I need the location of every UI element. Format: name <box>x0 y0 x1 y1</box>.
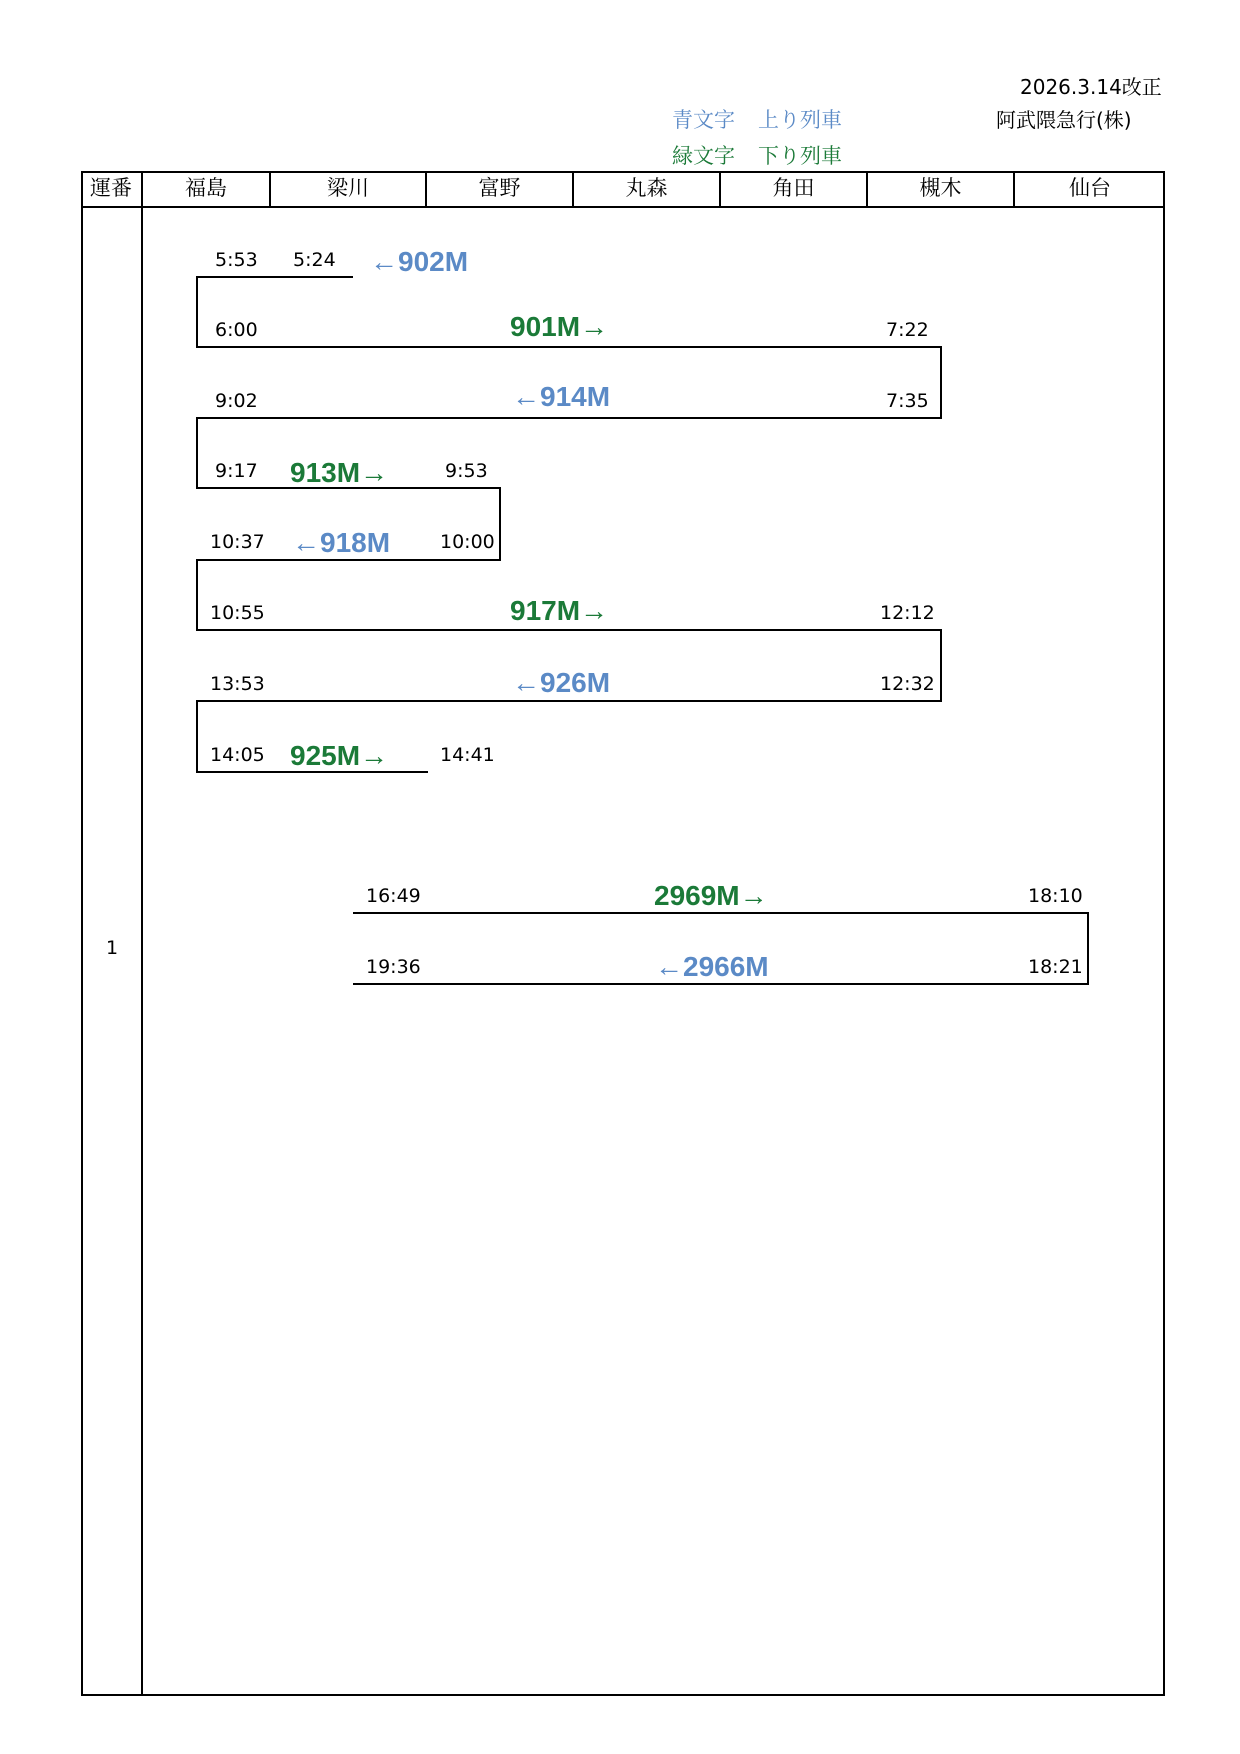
departure-time: 12:32 <box>880 673 935 695</box>
departure-time: 10:55 <box>210 602 265 624</box>
arrival-time: 12:12 <box>880 602 935 624</box>
arrival-time: 7:22 <box>886 319 929 341</box>
col-header-run-number: 運番 <box>81 171 143 207</box>
train-number: 917M→ <box>510 595 609 626</box>
train-number: 901M→ <box>510 311 609 342</box>
train-number: 925M→ <box>290 740 389 771</box>
arrival-time: 14:41 <box>440 744 495 766</box>
col-header-tsukinoki: 槻木 <box>868 171 1015 207</box>
col-header-yanagawa: 梁川 <box>271 171 427 207</box>
departure-time: 10:00 <box>440 531 495 553</box>
col-header-marumori: 丸森 <box>574 171 721 207</box>
train-number: 913M→ <box>290 457 389 488</box>
legend-up-label: 青文字 <box>672 108 735 132</box>
train-number: ←2966M <box>655 951 769 982</box>
train-number: ←926M <box>512 667 611 698</box>
departure-time: 18:21 <box>1028 956 1083 978</box>
arrival-time: 9:53 <box>445 460 488 482</box>
arrival-time: 19:36 <box>366 956 421 978</box>
departure-time: 5:24 <box>293 249 336 271</box>
legend-up-text: 上り列車 <box>758 108 842 132</box>
col-header-tomino: 富野 <box>427 171 574 207</box>
arrival-time: 5:53 <box>215 249 258 271</box>
company-name: 阿武隈急行(株) <box>996 108 1132 132</box>
train-number: ←914M <box>512 381 611 412</box>
departure-time: 6:00 <box>215 319 258 341</box>
arrival-time: 10:37 <box>210 531 265 553</box>
arrival-time: 18:10 <box>1028 885 1083 907</box>
legend-down-label: 緑文字 <box>672 144 735 168</box>
revision-date: 2026.3.14改正 <box>1020 75 1162 99</box>
departure-time: 7:35 <box>886 390 929 412</box>
col-header-sendai: 仙台 <box>1069 176 1111 200</box>
arrival-time: 9:02 <box>215 390 258 412</box>
train-number: 2969M→ <box>654 880 768 911</box>
legend-down-text: 下り列車 <box>758 144 842 168</box>
departure-time: 14:05 <box>210 744 265 766</box>
arrival-time: 13:53 <box>210 673 265 695</box>
col-header-fukushima: 福島 <box>143 171 271 207</box>
train-number: ←902M <box>370 246 469 277</box>
departure-time: 16:49 <box>366 885 421 907</box>
departure-time: 9:17 <box>215 460 258 482</box>
run-number: 1 <box>106 937 119 959</box>
train-number: ←918M <box>292 527 391 558</box>
col-header-kakuda: 角田 <box>721 171 868 207</box>
